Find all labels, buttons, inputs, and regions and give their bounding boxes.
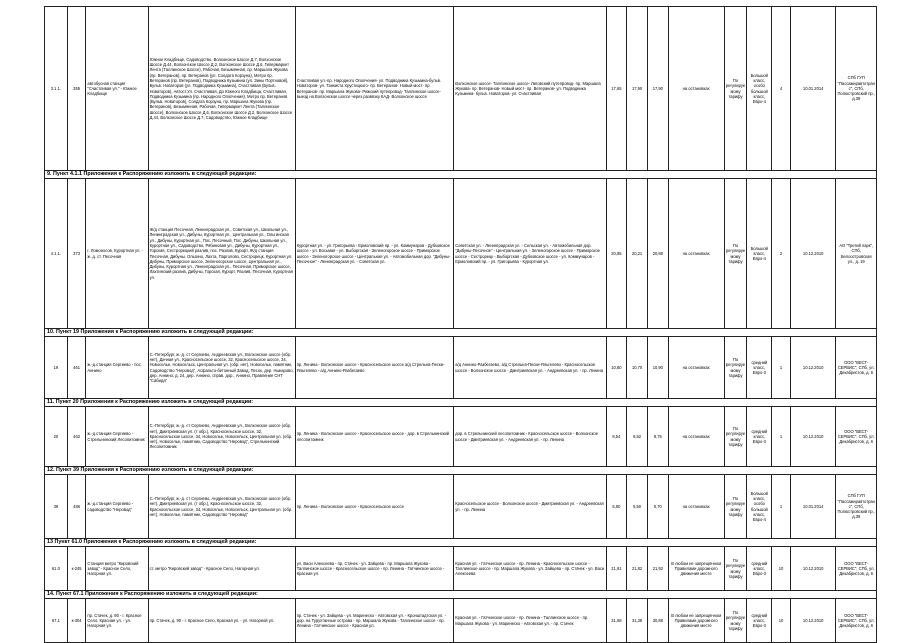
stops-list: Южное Кладбище, Садоводство, Волхонское Шоссе Д.7, Волхонское Шоссе Д.44, Волхонское Шоссе Д.2, Волхонское Шоссе Д.6, Гипермаркет Лента (Таллинское Шоссе), Рабочая, Безымянная, пр. Маршала Жукова (пр. Ветеранов), пр. Ветеранов (ул. Солдата Корзуна), Метро пр. Ветеранов (пр. Ветеранов), Подводника Кузьмина (ул. Зины Портновой), Бульв. Новаторов (ул. Подводника Кузьмина), Счастливая (Бульв. Новаторов), Автост.Ул. Счастливая, До Южного Кладбища, Счастливая, Подводника Кузьмина (пр. Народного Ополчения), Метро пр. Ветеранов (Бульв. Новаторов), Солдата Корзуна, пр. Маршала Жукова (пр. Ветеранов), Безымянная, Рабочая, Гипермаркет Лента (Таллинское Шоссе), Волхонское Шоссе Д.6, Волхонское Шоссе Д.2, Волхонское Шоссе Д.44, Волхонское Шоссе Д.7, Садоводство, Южное Кладбище — [148, 7, 295, 171]
length-backward: 20,21 — [627, 179, 648, 329]
start-date: 10.12.2010 — [790, 337, 836, 399]
length-total: 8,75 — [647, 407, 668, 467]
section-header: 11. Пункт 20 Приложения к Распоряжению изложить в следующей редакции: — [45, 399, 877, 407]
section-header: 14. Пункт 67.1 Приложения к Распоряжению изложить в следующей редакции: — [45, 591, 877, 599]
vehicle-count: 4 — [772, 7, 791, 171]
route-name: пр. Стачек, д. 90 - г. Красное Село, Красная ул. - ул. Нагорная ул. — [86, 599, 148, 643]
route-code: 486 — [67, 475, 86, 539]
length-forward: 21,91 — [606, 547, 627, 591]
route-table — [44, 6, 877, 643]
route-backward: Волхонское шоссе- Таллинское шоссе- Лиговский путепровод- пр. Маршала Жукова- пр. Ветеранов- Новый мост- пр. Ветеранов- ул. Подводника Кузьмина- бульв. Новаторов- ул. Счастливая — [454, 7, 606, 171]
route-row — [45, 337, 877, 399]
vehicle-count: 2 — [772, 179, 791, 329]
route-code: 373 — [67, 179, 86, 329]
vehicle-count: 1 — [772, 337, 791, 399]
carrier: ООО "ВЕСТ-СЕРВИС", СПб, ул. Декабристов, д. 6 — [836, 547, 877, 591]
route-backward: а/д Аннино-Разбегаево, а/д Стрельна-Пески-Яльгелево - Красносельское шоссе - Волхонское шоссе - Дмитриевская ул. - Андреевская ул. - пр. Ленина — [454, 337, 606, 399]
stops-list: пр. Стачек, д. 90 - г. Красное Село, Красная ул. - ул. Нагорной ул. — [148, 599, 295, 643]
tariff: По регулируемому тарифу — [724, 179, 747, 329]
tariff: По регулируемому тарифу — [724, 547, 747, 591]
tariff: По регулируемому тарифу — [724, 475, 747, 539]
carrier: ООО "ВЕСТ-СЕРВИС", СПб, ул. Декабристов, д. 6 — [836, 337, 877, 399]
route-backward: Красная ул. - Гатчинское шоссе - пр. Ленина - Красносельское шоссе - Таллинское шоссе - пр. Маршала Жукова - ул. Зайцева - пр. Стачек - ул. Васи Алексеева — [454, 547, 606, 591]
route-forward: Курортная ул. - ул. Григорьева - Ермоловский пр. - ул. Коммунаров - Дубковское шоссе - ул. Восьмая - ул. Выборгская - Зеленогорское шоссе - Приморское шоссе - Зеленогорское шоссе - Центральная ул. - Автомобильная дор. "Дибуны-Песочное" - Ленинградская ул. - Советская ул. — [295, 179, 454, 329]
route-row — [45, 599, 877, 643]
carrier: ООО "ВЕСТ-СЕРВИС", СПб, ул. Декабристов, д. 6 — [836, 599, 877, 643]
route-code: к-404 — [67, 599, 86, 643]
length-total: 30,88 — [647, 599, 668, 643]
length-forward: 17,65 — [606, 7, 627, 171]
start-date: 10.12.2010 — [790, 547, 836, 591]
section-header: 12. Пункт 39 Приложения к Распоряжению изложить в следующей редакции: — [45, 467, 877, 475]
vehicle-count: 1 — [772, 475, 791, 539]
route-row — [45, 475, 877, 539]
length-backward: 17,90 — [627, 7, 648, 171]
section-header-row — [45, 591, 877, 599]
route-name: Станция метро "Кировский завод" - Красное Село, Нагорная ул. — [86, 547, 148, 591]
route-name: г. Ломоносов, Курортная ул. - ж. д. ст. Песочная — [86, 179, 148, 329]
route-forward: пр. Ленина - Волхонское шоссе - Красносельское шоссе — [295, 475, 454, 539]
length-backward: 21,82 — [627, 547, 648, 591]
vehicle-count: 1 — [772, 407, 791, 467]
start-date: 10.01.2014 — [790, 475, 836, 539]
route-forward: пр. Ленина - Волхонское шоссе - Красносельское шоссе - дор. в Стрельнинский лесопитомник — [295, 407, 454, 467]
vehicle-count: 10 — [772, 547, 791, 591]
route-code: 462 — [67, 407, 86, 467]
route-row — [45, 407, 877, 467]
tariff: По регулируемому тарифу — [724, 599, 747, 643]
stops-list: С.-Петербург, ж.-д. ст Сергиево, Андреевская ул., Волхонское шоссе (обр. нет), Дмитриевская ул. (т обр.), Красносельское шоссе, 32, Красносельское шоссе, 34, Новоселье, Новосельск, Центральная ул. (обр. нет), Новоселье, памятник, Садоводство "Неровод", Стрельнинский Лесопитомник — [148, 407, 295, 467]
stopping-order: на остановках — [668, 179, 724, 329]
route-number: 67.1 — [45, 599, 68, 643]
route-code: к-245 — [67, 547, 86, 591]
route-forward: Счастливая ул.-пр. Народного Ополчения- ул. Подводника Кузьмина-бульв. Новаторов- ул. Танкиста Хрустицкого- пр. Ветеранов- Новый мост- пр. Ветеранов- пр. Маршала Жукова- Рижский путепровод- Таллинское шоссе- выезд на Волхонское шоссе через развязку КАД- Волхонское шоссе — [295, 7, 454, 171]
length-total: 21,93 — [647, 547, 668, 591]
route-name: ж.-д.станция Сергиево - Стрельнинский Лесопитомник — [86, 407, 148, 467]
section-header-row — [45, 539, 877, 547]
vehicle-class: средний класс, Евро-3 — [747, 547, 772, 591]
route-name: ж.-д.станция Сергиево - пос. Аннино — [86, 337, 148, 399]
route-backward: Советская ул. - Ленинградская ул. - Сельская ул. - Автомобильная дор. "Дибуны-Песочное" - Центральная ул. - Зеленогорское шоссе - Приморское шоссе - Сестрорецк - Выборгская - Дубковское шоссе - ул. Коммунаров - Ермоловский пр. - ул. Григорьева - Курортная ул. — [454, 179, 606, 329]
carrier: ООО "ВЕСТ-СЕРВИС", СПб, ул. Декабристов, д. 6 — [836, 407, 877, 467]
route-number: 19 — [45, 337, 68, 399]
route-forward: пр. Стачек - ул. Зайцева - ул. Маринеско - Автовская ул. - Кронштадтская ул. - дор. на Турухтанные острова - пр. Маршала Жукова - Таллинское шоссе - пр. Ленина - Гатчинское шоссе - Красная ул. — [295, 599, 454, 643]
length-total: 17,90 — [647, 7, 668, 171]
stops-list: С.-Петербург, ж.-д. ст Сергиево, Андреевская ул., Волхонское шоссе (обр. нет), Дачная ул., Красносельское шоссе, 32, Красносельское шоссе, 34, Новоселье, Новосельск, Центральная ул. (обр. нет), Новоселье, памятник, Садоводство "Неровод", Асфальто-бетонный Завод, Песок, дер. Ныкарово, дер. Аннино, д. 24, дер. Аннино, справ. дор., Аннино, Правление СНТ "Сабида" — [148, 337, 295, 399]
length-forward: 5,80 — [606, 475, 627, 539]
section-header: 10. Пункт 19 Приложения к Распоряжению изложить в следующей редакции: — [45, 329, 877, 337]
length-forward: 20,85 — [606, 179, 627, 329]
route-number: 61.0 — [45, 547, 68, 591]
route-forward: пр. Ленина - Волхонское шоссе - Красносельское шоссе а/д Стрельна-Пески-Яльгелево - а/д Аннино-Разбегаево — [295, 337, 454, 399]
stopping-order: В любом не запрещённом Правилами дорожного движения месте — [668, 599, 724, 643]
length-forward: 31,58 — [606, 599, 627, 643]
vehicle-class: Большой класс, особо большой класс, Евро-4 — [747, 7, 772, 171]
stopping-order: на остановках — [668, 337, 724, 399]
length-total: 20,88 — [647, 179, 668, 329]
section-header: 9. Пункт 4.1.1 Приложения к Распоряжению изложить в следующей редакции: — [45, 171, 877, 179]
route-row — [45, 7, 877, 171]
length-backward: 5,50 — [627, 475, 648, 539]
route-backward: Красная ул. - Гатчинское шоссе - пр. Ленина - Таллинское шоссе - пр. Маршала Жукова - ул. Маринеско - Автовская ул. - пр. Стачек — [454, 599, 606, 643]
stops-list: С.-Петербург, ж.-д. ст Сергиево, Андреевская ул., Волхонское шоссе (обр. нет), Дмитриевская ул. (т обр.), Красносельское шоссе, 32, Красносельское шоссе, 34, Новоселье, Новосельск, Центральная ул. (обр. нет), Новоселье, памятник, Садоводство "Неровод" — [148, 475, 295, 539]
route-backward: Красносельское шоссе - Волхонское шоссе - Дмитриевская ул. - Андреевская ул. - пр. Ленина — [454, 475, 606, 539]
document-sheet — [44, 6, 877, 643]
vehicle-class: Большой класс, особо большой класс, Евро-4 — [747, 475, 772, 539]
tariff: По регулируемому тарифу — [724, 337, 747, 399]
vehicle-class: средний класс, Евро-3 — [747, 599, 772, 643]
stopping-order: на остановках — [668, 407, 724, 467]
vehicle-class: средний класс, Евро-3 — [747, 337, 772, 399]
vehicle-class: Большой класс, Евро-4 — [747, 179, 772, 329]
length-backward: 8,52 — [627, 407, 648, 467]
start-date: 10.12.2010 — [790, 407, 836, 467]
route-number: 4.1.1. — [45, 179, 68, 329]
stopping-order: на остановках — [668, 475, 724, 539]
carrier: СПб ГУП "Пассажиравтотранс", СПб, Полюстровский пр., д.39 — [836, 7, 877, 171]
vehicle-class: средний класс, Евро-3 — [747, 407, 772, 467]
length-forward: 10,80 — [606, 337, 627, 399]
carrier: АО "Третий парк", СПб, Белоостровская ул., д. 19 — [836, 179, 877, 329]
tariff: По регулируемому тарифу — [724, 407, 747, 467]
section-header-row — [45, 467, 877, 475]
tariff: По регулируемому тарифу — [724, 7, 747, 171]
route-row — [45, 179, 877, 329]
section-header: 13 Пункт 61.0 Приложения к Распоряжению изложить в следующей редакции: — [45, 539, 877, 547]
route-forward: ул. Васи Алексеева - пр. Стачек - ул. Зайцева - пр. Маршала Жукова - Таллинское шоссе - Красносельское шоссе - пр. Ленина - Гатчинское шоссе - Красная ул. — [295, 547, 454, 591]
route-backward: дор. в Стрельнинский лесопитомник - Красносельское шоссе - Волхонское шоссе - Дмитриевская ул. - Андреевская ул. - пр. Ленина — [454, 407, 606, 467]
route-number: 20 — [45, 407, 68, 467]
stopping-order: на остановках — [668, 7, 724, 171]
section-header-row — [45, 171, 877, 179]
stopping-order: В любом не запрещённом Правилами дорожного движения месте — [668, 547, 724, 591]
route-name: автобусная станция "Счастливая ул." - Южное Кладбище — [86, 7, 148, 171]
length-forward: 8,54 — [606, 407, 627, 467]
route-code: 461 — [67, 337, 86, 399]
length-backward: 10,70 — [627, 337, 648, 399]
stops-list: ст. метро "Кировский завод" - Красное Село, Нагорная ул. — [148, 547, 295, 591]
length-total: 10,90 — [647, 337, 668, 399]
start-date: 10.01.2014 — [790, 7, 836, 171]
route-name: ж.-д.станция Сергиево - садоводство "Неровод" — [86, 475, 148, 539]
carrier: СПб ГУП "Пассажиравтотранс", СПб, Полюстровский пр., д.39 — [836, 475, 877, 539]
stops-list: Ж/д станция Песочная, Ленинградская ул., Советская ул., Школьная ул., Ленинградская ул., Дибуны, Курортная ул., Центральная ул., Ольгинская ул., Дибуны, Курортная ул., Пос. Песочный, Пос. Дибуны, Школьная ул., Курортная ул., Садоводство, Рябиновая ул., Дибуны, Курортная ул., Горская, Сестрорецкий разлив, пос. Разлив, Курорт, Ж/д станция Песочная, Дибуны, Ольгино, Лахта, Парголово, Сестрорецк, Курортная ул. Дибуны, Приморское шоссе, Зеленогорское шоссе, Центральная ул., Дибуны, Курортная ул., Ленинградская ул., Песочная, Приморское шоссе, Лахтинский разлив, Дибуны, Горская, Курорт, Разлив, Песочная, Курортная ул. — [148, 179, 295, 329]
section-header-row — [45, 399, 877, 407]
start-date: 10.12.2010 — [790, 599, 836, 643]
route-code: 355 — [67, 7, 86, 171]
section-header-row — [45, 329, 877, 337]
route-number: 39 — [45, 475, 68, 539]
route-number: 3.1.1. — [45, 7, 68, 171]
start-date: 10.12.2010 — [790, 179, 836, 329]
length-total: 5,70 — [647, 475, 668, 539]
length-backward: 31,38 — [627, 599, 648, 643]
route-row — [45, 547, 877, 591]
vehicle-count: 10 — [772, 599, 791, 643]
